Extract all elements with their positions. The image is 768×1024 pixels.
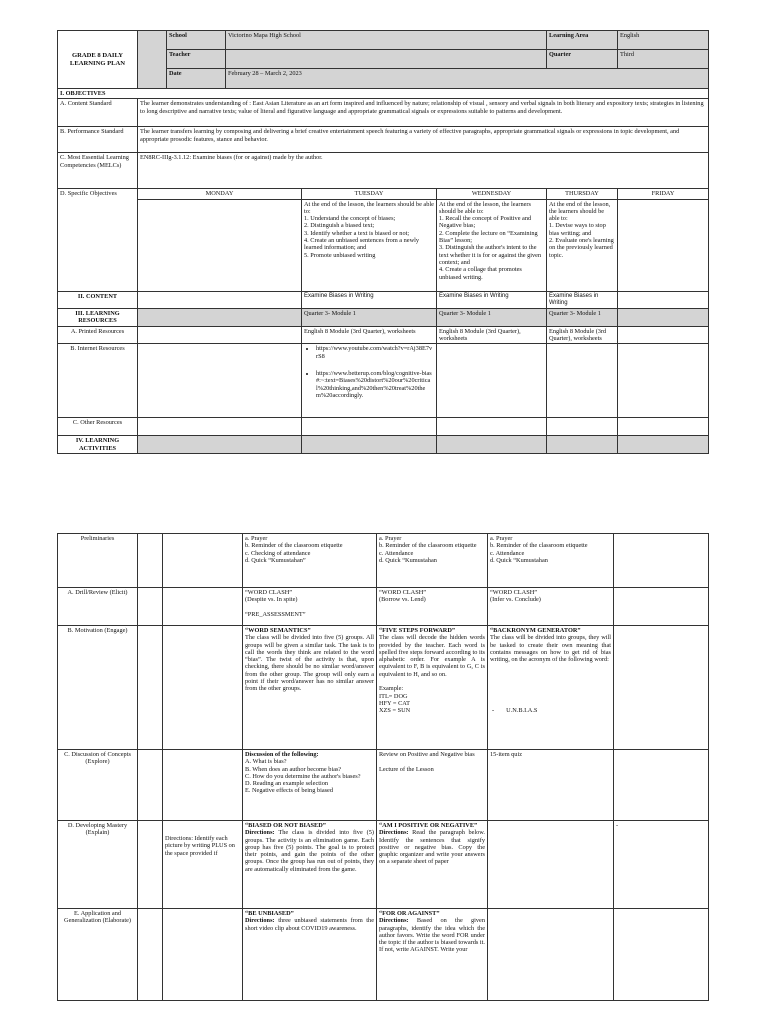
school-value: Victorino Mapa High School [226, 31, 547, 50]
internet-resources-label: B. Internet Resources [58, 344, 138, 418]
content-heading: II. CONTENT [58, 291, 138, 309]
discussion-body: A. What is bias? B. When does an author become bias? C. How do you determine the author's biases? D. Reading an example selection E. Negative effects of being biased [245, 758, 361, 795]
mastery-wednesday [377, 821, 488, 909]
performance-standard-label: B. Performance Standard [58, 127, 138, 153]
specific-objectives-label: D. Specific Objectives [58, 189, 138, 291]
drill-friday [614, 588, 709, 626]
date-label: Date [167, 69, 226, 89]
preliminaries-label: Preliminaries [58, 534, 138, 588]
discussion-tuesday [243, 750, 377, 821]
content-monday [138, 291, 302, 309]
content-tuesday: Examine Biases in Writing [302, 291, 437, 309]
internet-tuesday [302, 344, 437, 418]
discussion-title: Discussion of the following: [245, 751, 319, 758]
specific-thursday: At the end of the lesson, the learners should be able to: 1. Devise ways to stop bias writing; and 2. Evaluate one's learning on the previously learned topic. [547, 199, 618, 291]
module-tuesday: Quarter 3- Module 1 [302, 309, 437, 327]
unbias-word: U.N.B.I.A.S [506, 707, 538, 715]
be-unbiased-body [245, 917, 374, 932]
biased-or-not-text: The class is divided into five (5) groups. The activity is an elimination game. Each group has five (5) points. The goal is to protect their points, and gain the points of the other groups. Once the group has run out of points, they are automatically eliminated from the game. [245, 829, 374, 873]
discussion-friday [614, 750, 709, 821]
positive-negative-title: “AM I POSITIVE OR NEGATIVE” [379, 822, 478, 829]
day-header-friday: FRIDAY [618, 189, 709, 199]
motivation-blank [138, 626, 163, 750]
biased-or-not-directions: Directions: [245, 829, 275, 837]
other-thursday [547, 418, 618, 436]
printed-wednesday: English 8 Module (3rd Quarter), worksheets [437, 326, 547, 344]
resources-monday [138, 309, 302, 327]
word-semantics-title: “WORD SEMANTICS” [245, 627, 311, 634]
prelim-monday [163, 534, 243, 588]
be-unbiased-directions: Directions: [245, 917, 275, 925]
discussion-thursday: 15-item quiz [488, 750, 614, 821]
mastery-monday: Directions: Identify each picture by writing PLUS on the space provided if [163, 821, 243, 909]
teacher-value [226, 50, 547, 69]
content-standard-label: A. Content Standard [58, 99, 138, 127]
discussion-wednesday: Review on Positive and Negative bias Lecture of the Lesson [377, 750, 488, 821]
drill-review-label: A. Drill/Review (Elicit) [58, 588, 138, 626]
printed-monday [138, 326, 302, 344]
internet-friday [618, 344, 709, 418]
teacher-label: Teacher [167, 50, 226, 69]
drill-monday [163, 588, 243, 626]
application-label: E. Application and Generalization (Elaborate) [58, 909, 138, 1001]
drill-wednesday: “WORD CLASH” (Borrow vs. Lend) [377, 588, 488, 626]
biased-or-not-title: “BIASED OR NOT BIASED” [245, 822, 326, 829]
mastery-tuesday [243, 821, 377, 909]
day-header-wednesday: WEDNESDAY [437, 189, 547, 199]
drill-tuesday: “WORD CLASH” (Despite vs. In spite) “PRE_ASSESSMENT” [243, 588, 377, 626]
prelim-wednesday: a. Prayer b. Reminder of the classroom etiquette c. Attendance d. Quick “Kumustahan [377, 534, 488, 588]
content-friday [618, 291, 709, 309]
motivation-wednesday [377, 626, 488, 750]
printed-thursday: English 8 Module (3rd Quarter), worksheets [547, 326, 618, 344]
melcs-text: EN8RC-IIIg-3.1.12: Examine biases (for or against) made by the author. [138, 153, 709, 189]
application-friday [614, 909, 709, 1001]
melcs-label: C. Most Essential Learning Competencies (MELCs) [58, 153, 138, 189]
mastery-friday: - [614, 821, 709, 909]
be-unbiased-text: three unbiased statements from the short video clip about COVID19 awareness. [245, 917, 374, 932]
discussion-blank [138, 750, 163, 821]
plan-title: GRADE 8 DAILY LEARNING PLAN [58, 31, 138, 89]
other-friday [618, 418, 709, 436]
positive-negative-body [379, 829, 485, 865]
module-thursday: Quarter 3- Module 1 [547, 309, 618, 327]
five-steps-title: “FIVE STEPS FORWARD” [379, 627, 456, 634]
developing-mastery-label: D. Developing Mastery (Explain) [58, 821, 138, 909]
activities-wednesday [437, 436, 547, 454]
specific-tuesday: At the end of the lesson, the learners should be able to: 1. Understand the concept of biases; 2. Distinguish a biased text; 3. Identify whether a text is biased or not; 4. Create an unbiased sentences from a newly learned information; and 5. Promote unbiased writing [302, 199, 437, 291]
for-or-against-body [379, 917, 485, 953]
motivation-label: B. Motivation (Engage) [58, 626, 138, 750]
other-resources-label: C. Other Resources [58, 418, 138, 436]
other-monday [138, 418, 302, 436]
five-steps-body: The class will decode the hidden words provided by the teacher. Each word is spelled five steps forward according to its alphabetic order. For example A is equivalent to F, B is equivalent to G, C is equivalent to H, and so on. Example: ITL= DOG HFY = CAT XZS = SUN [379, 634, 485, 715]
day-header-tuesday: TUESDAY [302, 189, 437, 199]
learning-area-value: English [618, 31, 709, 50]
internet-thursday [547, 344, 618, 418]
betterup-link[interactable]: • https://www.betterup.com/blog/cognitive-bias#:~:text=Biases%20distort%20our%20critical%20thinking,and%20then%20treat%20them%20accordingly. [316, 370, 434, 399]
internet-monday [138, 344, 302, 418]
positive-negative-text: Read the paragraph below. Identify the sentences that signify positive or negative bias. Copy the graphic organizer and write your answers on a separate sheet of paper [379, 829, 485, 866]
header-spacer [138, 31, 167, 89]
mastery-thursday [488, 821, 614, 909]
discussion-monday [163, 750, 243, 821]
content-thursday: Examine Biases in Writing [547, 291, 618, 309]
prelim-thursday: a. Prayer b. Reminder of the classroom etiquette c. Attendance d. Quick “Kumustahan [488, 534, 614, 588]
learning-area-label: Learning Area [547, 31, 618, 50]
motivation-thursday [488, 626, 614, 750]
application-monday [163, 909, 243, 1001]
quarter-value: Third [618, 50, 709, 69]
resources-heading: III. LEARNING RESOURCES [58, 309, 138, 327]
motivation-tuesday [243, 626, 377, 750]
printed-tuesday: English 8 Module (3rd Quarter), worksheets [302, 326, 437, 344]
youtube-link[interactable]: • https://www.youtube.com/watch?v=rAj38E7vrS8 [316, 345, 434, 360]
resources-friday [618, 309, 709, 327]
biased-or-not-body [245, 829, 374, 873]
printed-resources-label: A. Printed Resources [58, 326, 138, 344]
school-label: School [167, 31, 226, 50]
application-blank [138, 909, 163, 1001]
for-or-against-title: “FOR OR AGAINST” [379, 910, 440, 917]
be-unbiased-title: “BE UNBIASED” [245, 910, 294, 917]
performance-standard-text: The learner transfers learning by composing and delivering a brief creative entertainment speech featuring a variety of effective paragraphs, appropriate grammatical signals or expressions in topic development, and appropriate prosodic features, stance and behavior. [138, 127, 709, 153]
drill-blank [138, 588, 163, 626]
backronym-title: “BACKRONYM GENERATOR” [490, 627, 581, 634]
dlp-table-page-1 [57, 30, 709, 454]
motivation-friday [614, 626, 709, 750]
discussion-label: C. Discussion of Concepts (Explore) [58, 750, 138, 821]
quarter-label: Quarter [547, 50, 618, 69]
prelim-blank [138, 534, 163, 588]
activities-heading: IV. LEARNING ACTIVITIES [58, 436, 138, 454]
activities-tuesday [302, 436, 437, 454]
activities-monday [138, 436, 302, 454]
activities-friday [618, 436, 709, 454]
content-standard-text: The learner demonstrates understanding of : East Asian Literature as an art form inspired and influenced by nature; relationship of visual , sensory and verbal signals in both literary and expository texts; strategies in listening to long descriptive and narrative texts; value of literal and figurative language and appropriate grammatical signals or expressions suitable to patterns and development. [138, 99, 709, 127]
specific-friday [618, 199, 709, 291]
mastery-blank [138, 821, 163, 909]
day-header-monday: MONDAY [138, 189, 302, 199]
word-semantics-body: The class will be divided into five (5) groups. All groups will be given a similar task. The task is to call the words they think are related to the word “bias”. The twist of the activity is that, upon checking, there should be no similar word/answer from the other group. The group will only earn a point if their word/answer has no similar answer from the other groups. [245, 634, 374, 693]
specific-monday [138, 199, 302, 291]
day-header-thursday: THURSDAY [547, 189, 618, 199]
printed-friday [618, 326, 709, 344]
other-wednesday [437, 418, 547, 436]
application-tuesday [243, 909, 377, 1001]
backronym-body: The class will be divided into groups, they will be tasked to create their own meaning that contains messages on how to get rid of bias writing, on the acronym of the following word: [490, 634, 611, 664]
content-wednesday: Examine Biases in Writing [437, 291, 547, 309]
positive-negative-directions: Directions: [379, 829, 409, 837]
application-wednesday [377, 909, 488, 1001]
dlp-table-page-2 [57, 533, 709, 1001]
application-thursday [488, 909, 614, 1001]
motivation-monday [163, 626, 243, 750]
internet-links-list [304, 345, 434, 399]
internet-wednesday [437, 344, 547, 418]
unbias-dash: - [492, 707, 495, 715]
objectives-heading: I. OBJECTIVES [58, 89, 709, 99]
unbias-word-line [490, 707, 611, 714]
other-tuesday [302, 418, 437, 436]
for-or-against-directions: Directions: [379, 917, 409, 925]
prelim-tuesday: a. Prayer b. Reminder of the classroom etiquette c. Checking of attendance d. Quick “Kumustahan” [243, 534, 377, 588]
prelim-friday [614, 534, 709, 588]
drill-thursday: “WORD CLASH” (Infer vs. Conclude) [488, 588, 614, 626]
module-wednesday: Quarter 3- Module 1 [437, 309, 547, 327]
activities-thursday [547, 436, 618, 454]
specific-wednesday: At the end of the lesson, the learners should be able to: 1. Recall the concept of Positive and Negative bias; 2. Complete the lecture on “Examining Bias” lesson; 3. Distinguish the author's intent to the text whether it is for or against the given context; and 4. Create a collage that promotes unbiased writing. [437, 199, 547, 291]
date-value: February 28 – March 2, 2023 [226, 69, 709, 89]
for-or-against-text: Based on the given paragraphs, identify the idea which the author favors. Write the word FOR under the topic if the author is biased towards it. If not, write AGAINST. Write your [379, 917, 485, 954]
